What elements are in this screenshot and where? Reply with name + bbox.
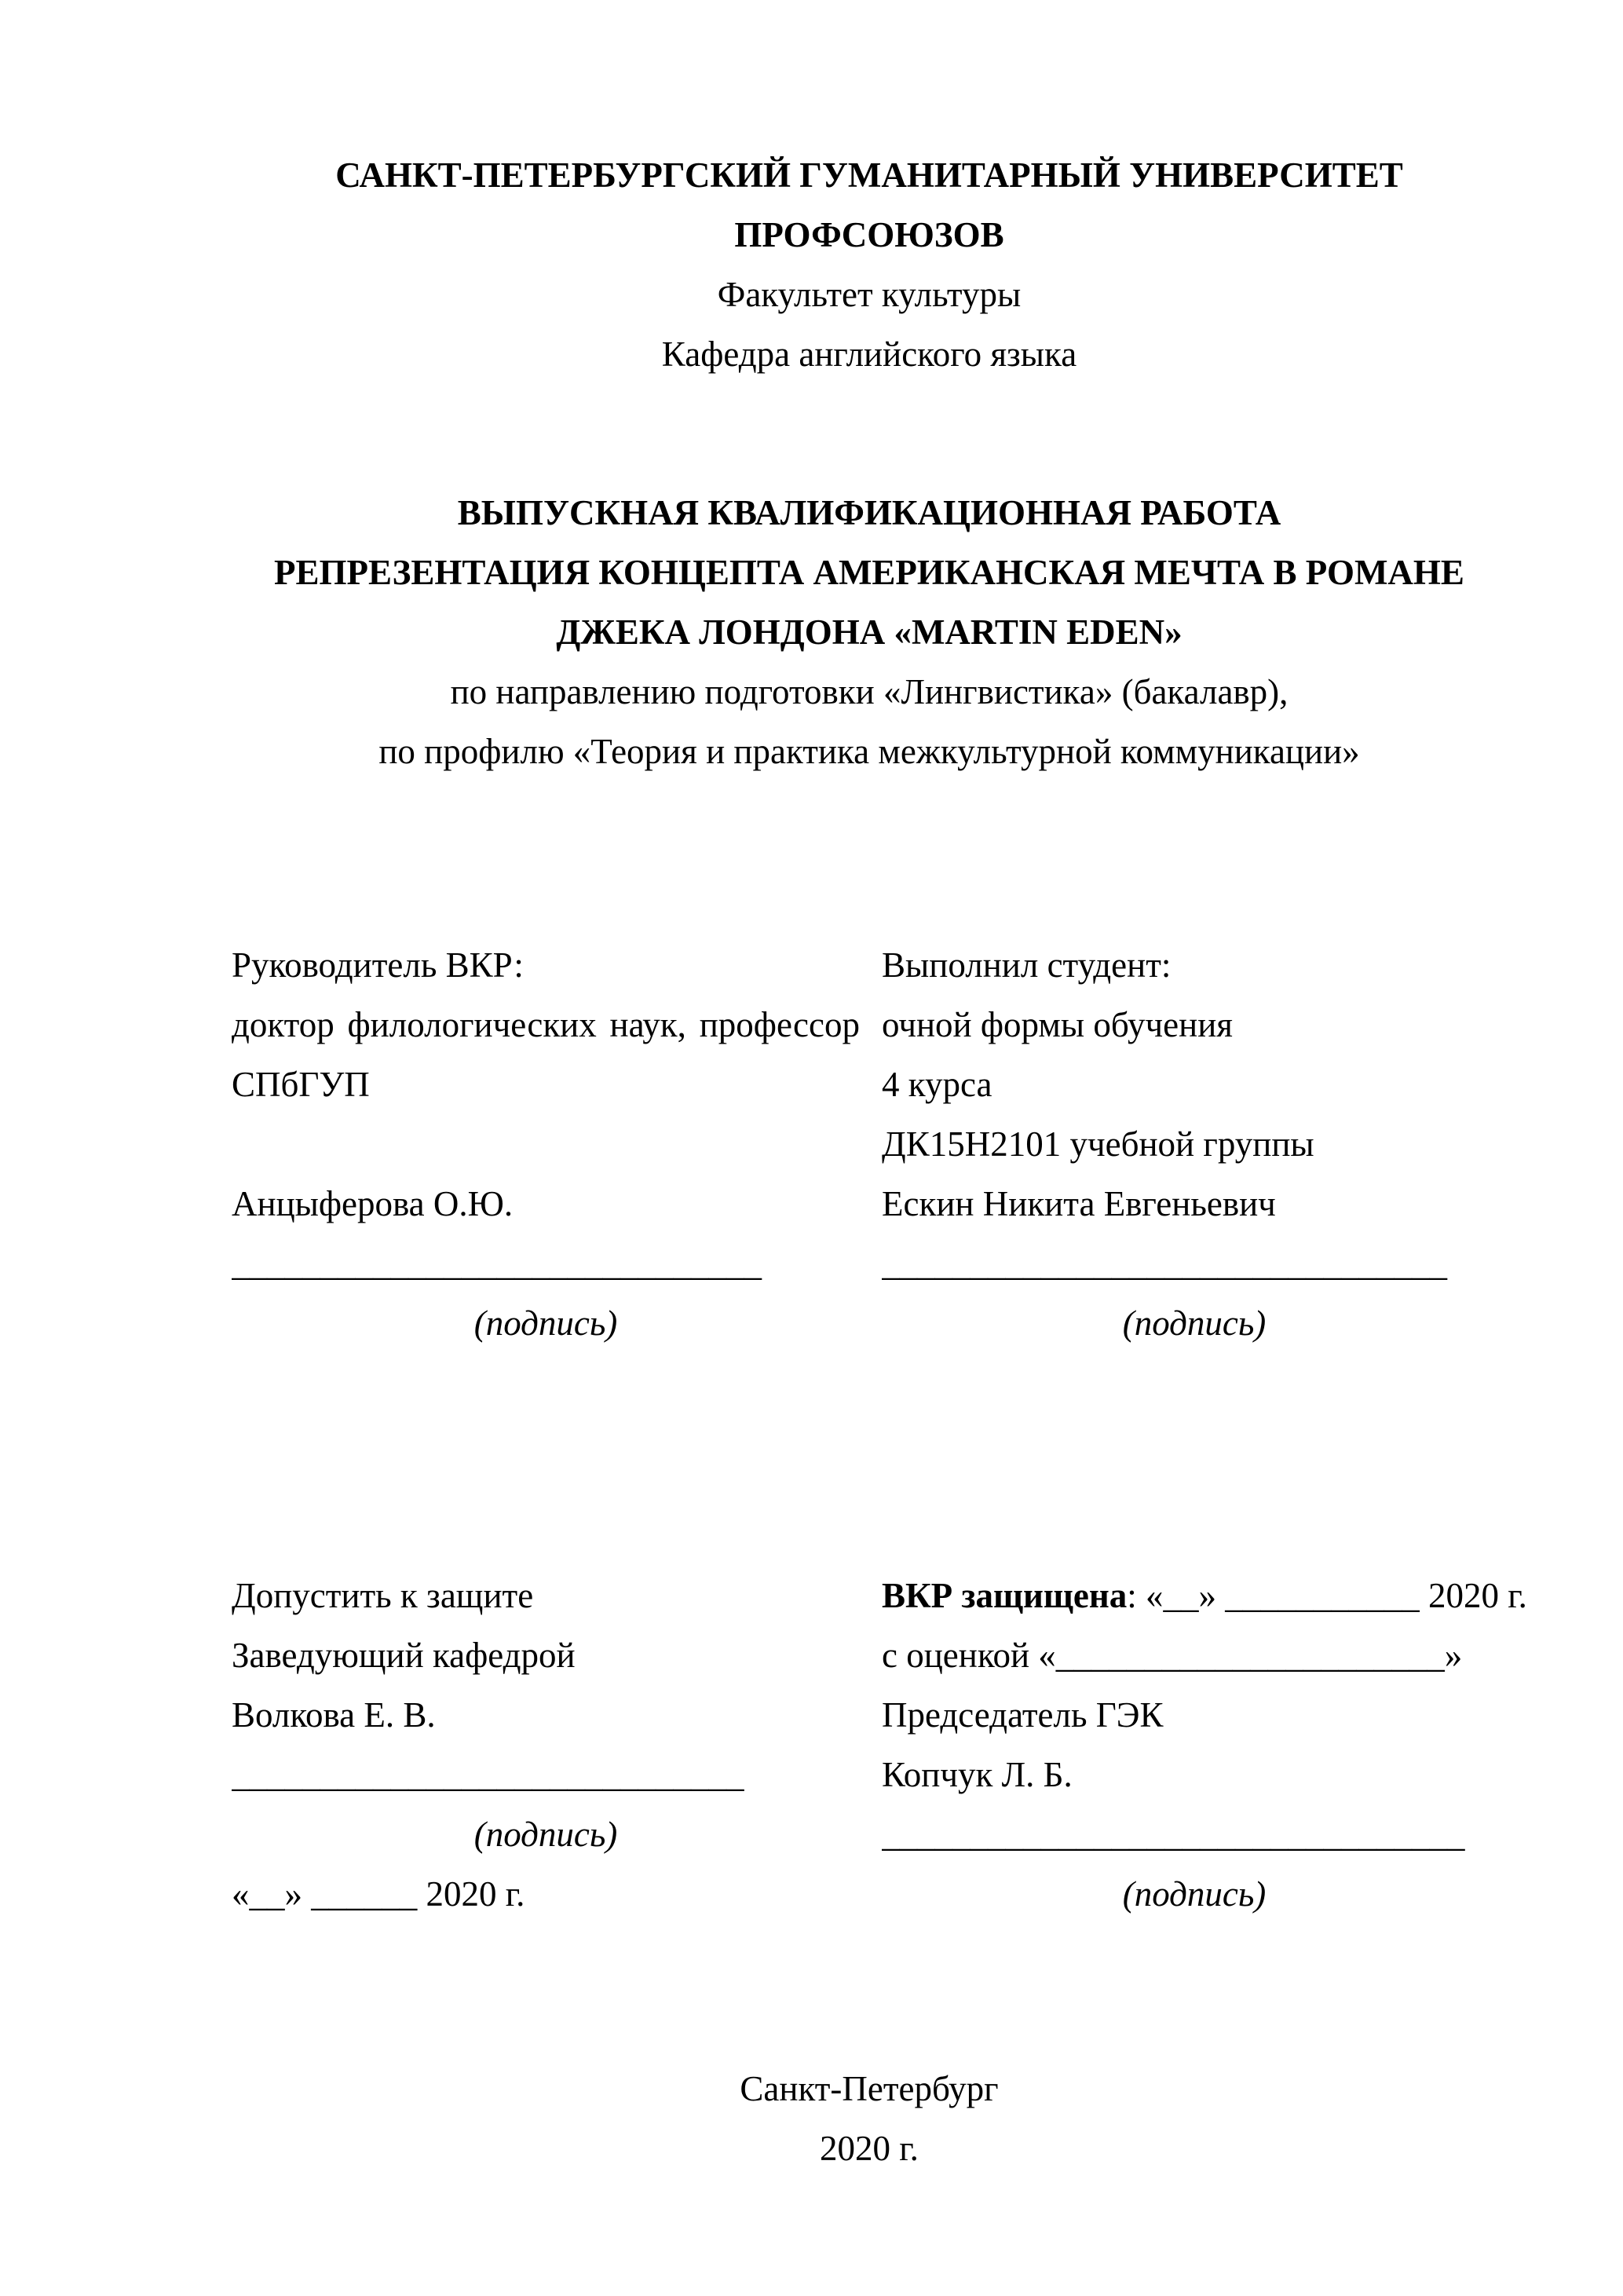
university-header	[232, 145, 1507, 384]
defense-date-line	[882, 1566, 1527, 1625]
admission-signature-line: _____________________________	[232, 1755, 744, 1794]
supervisor-column	[232, 935, 860, 1353]
admission-column	[232, 1566, 860, 1924]
defense-grade-line: с оценкой «______________________»	[882, 1636, 1463, 1675]
supervisor-label: Руководитель ВКР:	[232, 945, 524, 985]
defense-label: ВКР защищена	[882, 1576, 1128, 1615]
thesis-title-line2: ДЖЕКА ЛОНДОНА «MARTIN EDEN»	[556, 612, 1183, 652]
department-name: Кафедра английского языка	[661, 335, 1077, 374]
spacer-row	[232, 1114, 860, 1174]
thesis-title-block	[232, 483, 1507, 781]
persons-section	[232, 935, 1507, 1353]
admission-signature-caption: (подпись)	[473, 1815, 618, 1854]
student-name: Ескин Никита Евгеньевич	[882, 1184, 1276, 1223]
defense-signature-caption: (подпись)	[1122, 1874, 1267, 1914]
column-gap	[860, 1566, 882, 1924]
admission-line2: Заведующий кафедрой	[232, 1636, 576, 1675]
admission-line1: Допустить к защите	[232, 1576, 534, 1615]
defense-signature-line: _________________________________	[882, 1815, 1465, 1854]
head-of-department-name: Волкова Е. В.	[232, 1695, 436, 1735]
student-year: 4 курса	[882, 1065, 992, 1104]
program-line: по направлению подготовки «Лингвистика» (бакалавр),	[450, 672, 1289, 711]
supervisor-name: Анцыферова О.Ю.	[232, 1184, 514, 1223]
student-group: ДК15Н2101 учебной группы	[882, 1124, 1314, 1164]
approval-section	[232, 1566, 1527, 1924]
supervisor-organization: СПбГУП	[232, 1065, 370, 1104]
column-gap	[860, 935, 882, 1353]
chairman-title: Председатель ГЭК	[882, 1695, 1164, 1735]
student-column	[882, 935, 1507, 1353]
supervisor-signature-caption: (подпись)	[473, 1303, 618, 1343]
work-type: ВЫПУСКНАЯ КВАЛИФИКАЦИОННАЯ РАБОТА	[457, 493, 1281, 532]
footer-year: 2020 г.	[820, 2129, 919, 2168]
student-signature-line: ________________________________	[882, 1244, 1447, 1283]
chairman-name: Копчук Л. Б.	[882, 1755, 1073, 1794]
student-signature-caption: (подпись)	[1122, 1303, 1267, 1343]
admission-date-line: «__» ______ 2020 г.	[232, 1874, 525, 1914]
supervisor-degree: доктор филологических наук, профессор	[232, 1005, 860, 1044]
defense-label-rest: : «__» ___________ 2020 г.	[1127, 1576, 1527, 1615]
profile-line: по профилю «Теория и практика межкультурной коммуникации»	[378, 732, 1360, 771]
student-label: Выполнил студент:	[882, 945, 1172, 985]
defense-column	[882, 1566, 1527, 1924]
footer	[232, 2059, 1507, 2178]
university-name-line1: САНКТ-ПЕТЕРБУРГСКИЙ ГУМАНИТАРНЫЙ УНИВЕРСИТЕТ	[335, 155, 1403, 195]
university-name-line2: ПРОФСОЮЗОВ	[734, 215, 1004, 254]
student-study-form: очной формы обучения	[882, 1005, 1233, 1044]
thesis-title-line1: РЕПРЕЗЕНТАЦИЯ КОНЦЕПТА АМЕРИКАНСКАЯ МЕЧТА В РОМАНЕ	[274, 553, 1464, 592]
faculty-name: Факультет культуры	[717, 275, 1022, 314]
footer-city: Санкт-Петербург	[740, 2069, 999, 2108]
supervisor-signature-line: ______________________________	[232, 1244, 762, 1283]
